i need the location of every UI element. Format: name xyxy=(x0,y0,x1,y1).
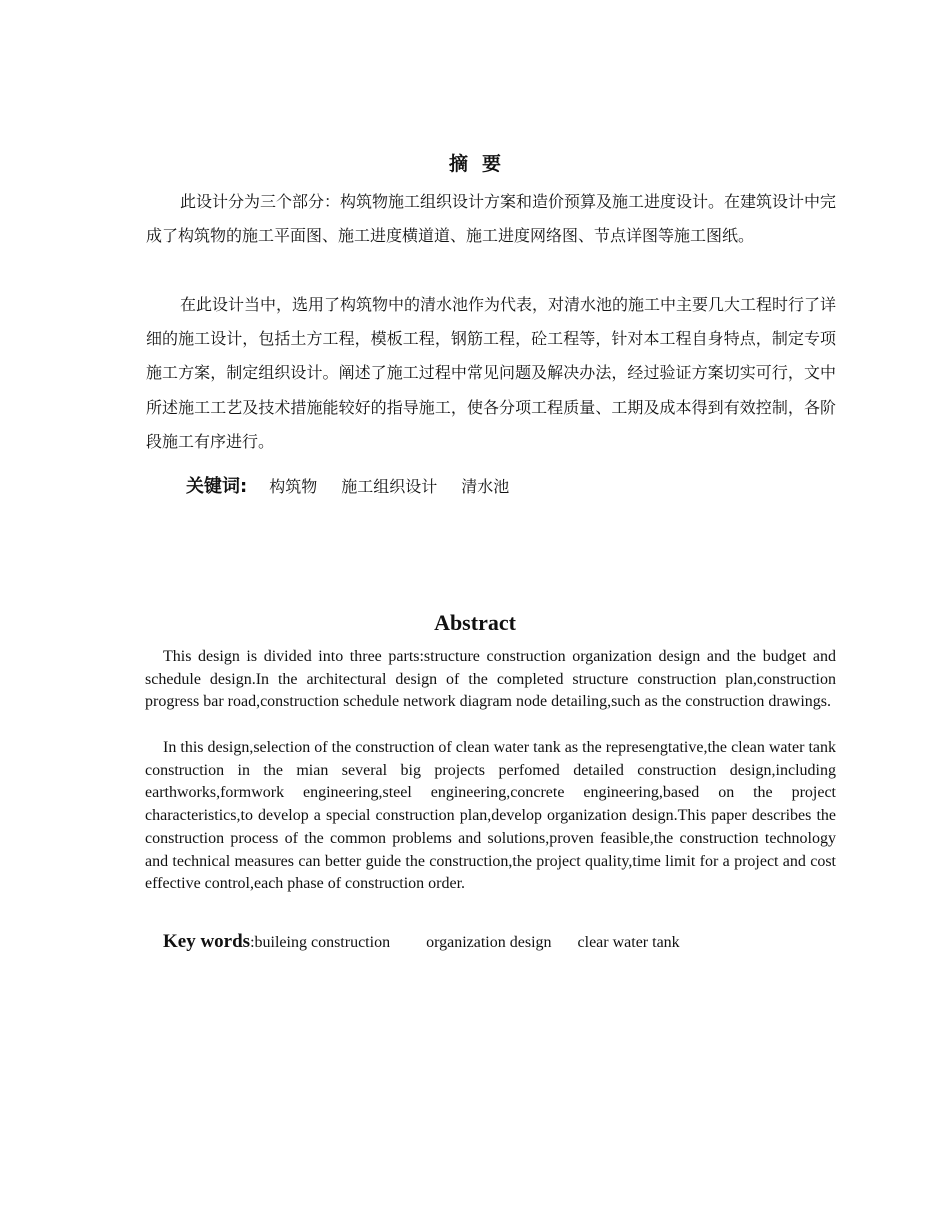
cn-abstract-paragraph-1 xyxy=(146,185,836,253)
en-keyword: organization design xyxy=(426,934,552,951)
cn-keyword: 清水池 xyxy=(461,477,510,496)
cn-keyword: 构筑物 xyxy=(269,477,318,496)
en-abstract-paragraph-2 xyxy=(145,737,836,896)
en-keywords-label: Key words xyxy=(163,931,251,952)
en-paragraph-text: In this design,selection of the construction of clean water tank as the represengtative,the clean water tank construction in the mian several big projects perfomed detailed construction design,including earthworks,formwork engineering,steel engineering,concrete engineering,based on the project characteristics,to develop a special construction plan,develop organization design.This paper describes the construction process of the common problems and solutions,proven feasible,the construction technology and technical measures can better guide the construction,the project quality,time limit for a project and cost effective control,each phase of construction order. xyxy=(145,739,836,893)
cn-keywords-line xyxy=(186,472,533,502)
cn-keywords-label: 关键词: xyxy=(186,476,248,497)
cn-paragraph-text: 此设计分为三个部分：构筑物施工组织设计方案和造价预算及施工进度设计。在建筑设计中完成了构筑物的施工平面图、施工进度横道道、施工进度网络图、节点详图等施工图纸。 xyxy=(146,192,837,246)
en-abstract-paragraph-1 xyxy=(145,646,836,714)
cn-keyword: 施工组织设计 xyxy=(341,477,438,496)
cn-paragraph-text: 在此设计当中，选用了构筑物中的清水池作为代表，对清水池的施工中主要几大工程时行了详细的施工设计，包括土方工程，模板工程，钢筋工程，砼工程等，针对本工程自身特点，制定专项施工方案，制定组织设计。阐述了施工过程中常见问题及解决办法，经过验证方案切实可行，文中所述施工工艺及技术措施能较好的指导施工，使各分项工程质量、工期及成本得到有效控制，各阶段施工有序进行。 xyxy=(146,295,837,451)
cn-abstract-paragraph-2 xyxy=(146,288,836,459)
en-abstract-title: Abstract xyxy=(434,610,516,635)
en-keywords-line xyxy=(163,929,680,956)
en-paragraph-text: This design is divided into three parts:structure construction organization design and the budget and schedule design.In the architectural design of the completed structure construction plan,construction progress bar road,construction schedule network diagram node detailing,such as the construction drawings. xyxy=(145,648,836,711)
en-keywords-colon: : xyxy=(250,934,255,951)
cn-abstract-title: 摘要 xyxy=(448,153,515,175)
en-keyword: clear water tank xyxy=(577,934,680,951)
en-keyword: buileing construction xyxy=(254,934,391,951)
